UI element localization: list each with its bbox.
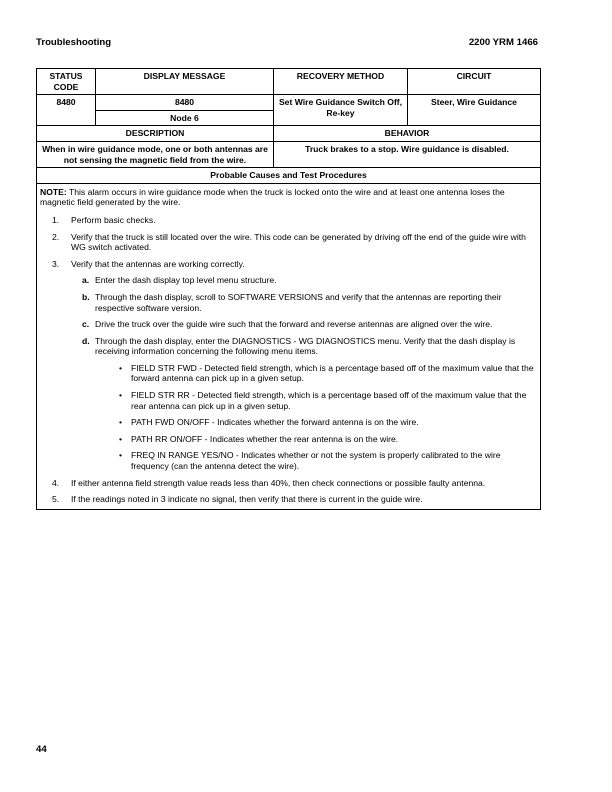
running-header-manual-number: 2200 YRM 1466 (468, 37, 538, 48)
table-row (37, 168, 541, 184)
bullet-icon: • (119, 362, 123, 373)
table-header-row (37, 69, 541, 95)
step-number: 4. (52, 477, 60, 488)
probable-causes-header: Probable Causes and Test Procedures (37, 168, 541, 184)
list-item (40, 292, 537, 313)
behavior-cell: Truck brakes to a stop. Wire guidance is disabled. (274, 141, 541, 167)
bullet-text: FIELD STR RR - Detected field strength, which is a percentage based off of the maximum value that the rear antenna can pick up in a given setup. (131, 390, 527, 411)
list-item (40, 259, 537, 270)
table-row (37, 183, 541, 509)
list-item (40, 478, 537, 489)
note-label: NOTE: (40, 186, 67, 197)
list-item (40, 390, 537, 411)
list-item (40, 275, 537, 286)
table-row (37, 126, 541, 142)
note (40, 187, 537, 208)
substep-text: Through the dash display, scroll to SOFTWARE VERSIONS and verify that the antennas are reporting their respective software version. (95, 291, 502, 313)
running-header-section: Troubleshooting (36, 37, 112, 48)
step-number: 5. (52, 494, 60, 505)
substep-letter: b. (82, 291, 90, 302)
test-procedures-cell (37, 183, 541, 509)
description-cell: When in wire guidance mode, one or both antennas are not sensing the magnetic field from the wire. (37, 141, 274, 167)
circuit-cell: Steer, Wire Guidance (408, 95, 541, 126)
list-item (40, 434, 537, 445)
bullet-icon: • (119, 417, 123, 428)
procedure-steps-list (40, 215, 537, 505)
list-item (40, 363, 537, 384)
step-number: 2. (52, 231, 60, 242)
substep-text: Through the dash display, enter the DIAGNOSTICS - WG DIAGNOSTICS menu. Verify that the dash display is receiving information concerning the following menu items. (95, 335, 516, 357)
bullet-text: PATH RR ON/OFF - Indicates whether the rear antenna is on the wire. (131, 433, 399, 444)
display-message-node-cell: Node 6 (96, 110, 274, 126)
table-row (37, 95, 541, 111)
note-text: This alarm occurs in wire guidance mode when the truck is locked onto the wire and at least one antenna loses the magnetic field generated by the wire. (40, 186, 505, 208)
step-text: Verify that the antennas are working correctly. (71, 258, 245, 269)
substep-text: Enter the dash display top level menu structure. (95, 275, 277, 286)
substep-letter: d. (82, 335, 90, 346)
list-item (40, 232, 537, 253)
bullet-icon: • (119, 390, 123, 401)
substep-letter: a. (82, 275, 90, 286)
list-item (40, 494, 537, 505)
col-header-status-code: STATUS CODE (37, 69, 96, 95)
bullet-text: FREQ IN RANGE YES/NO - Indicates whether or not the system is properly calibrated to the wire frequency (can the antenna detect the wire). (131, 450, 501, 472)
step-text: Verify that the truck is still located over the wire. This code can be generated by driving off the end of the guide wire with WG switch activated. (71, 231, 526, 253)
list-item (40, 319, 537, 330)
description-header: DESCRIPTION (37, 126, 274, 142)
list-item (40, 450, 537, 471)
page-number: 44 (36, 744, 47, 755)
table-row (37, 141, 541, 167)
list-item (40, 215, 537, 226)
col-header-recovery-method: RECOVERY METHOD (274, 69, 408, 95)
substep-letter: c. (82, 319, 90, 330)
step-text: If the readings noted in 3 indicate no signal, then verify that there is current in the guide wire. (71, 494, 423, 505)
bullet-text: FIELD STR FWD - Detected field strength, which is a percentage based off of the maximum value that the forward antenna can pick up in a given setup. (131, 362, 534, 384)
bullet-icon: • (119, 450, 123, 461)
step-number: 1. (52, 214, 60, 225)
step-text: If either antenna field strength value reads less than 40%, then check connections or possible faulty antenna. (71, 477, 486, 488)
bullet-text: PATH FWD ON/OFF - Indicates whether the forward antenna is on the wire. (131, 417, 419, 428)
behavior-header: BEHAVIOR (274, 126, 541, 142)
recovery-method-cell: Set Wire Guidance Switch Off, Re-key (274, 95, 408, 126)
step-text: Perform basic checks. (71, 214, 156, 225)
col-header-display-message: DISPLAY MESSAGE (96, 69, 274, 95)
troubleshooting-table (36, 68, 541, 510)
bullet-icon: • (119, 433, 123, 444)
display-message-code-cell: 8480 (96, 95, 274, 111)
list-item (40, 336, 537, 357)
step-number: 3. (52, 258, 60, 269)
substep-text: Drive the truck over the guide wire such that the forward and reverse antennas are aligned over the wire. (95, 319, 493, 330)
col-header-circuit: CIRCUIT (408, 69, 541, 95)
status-code-cell: 8480 (37, 95, 96, 126)
list-item (40, 417, 537, 428)
